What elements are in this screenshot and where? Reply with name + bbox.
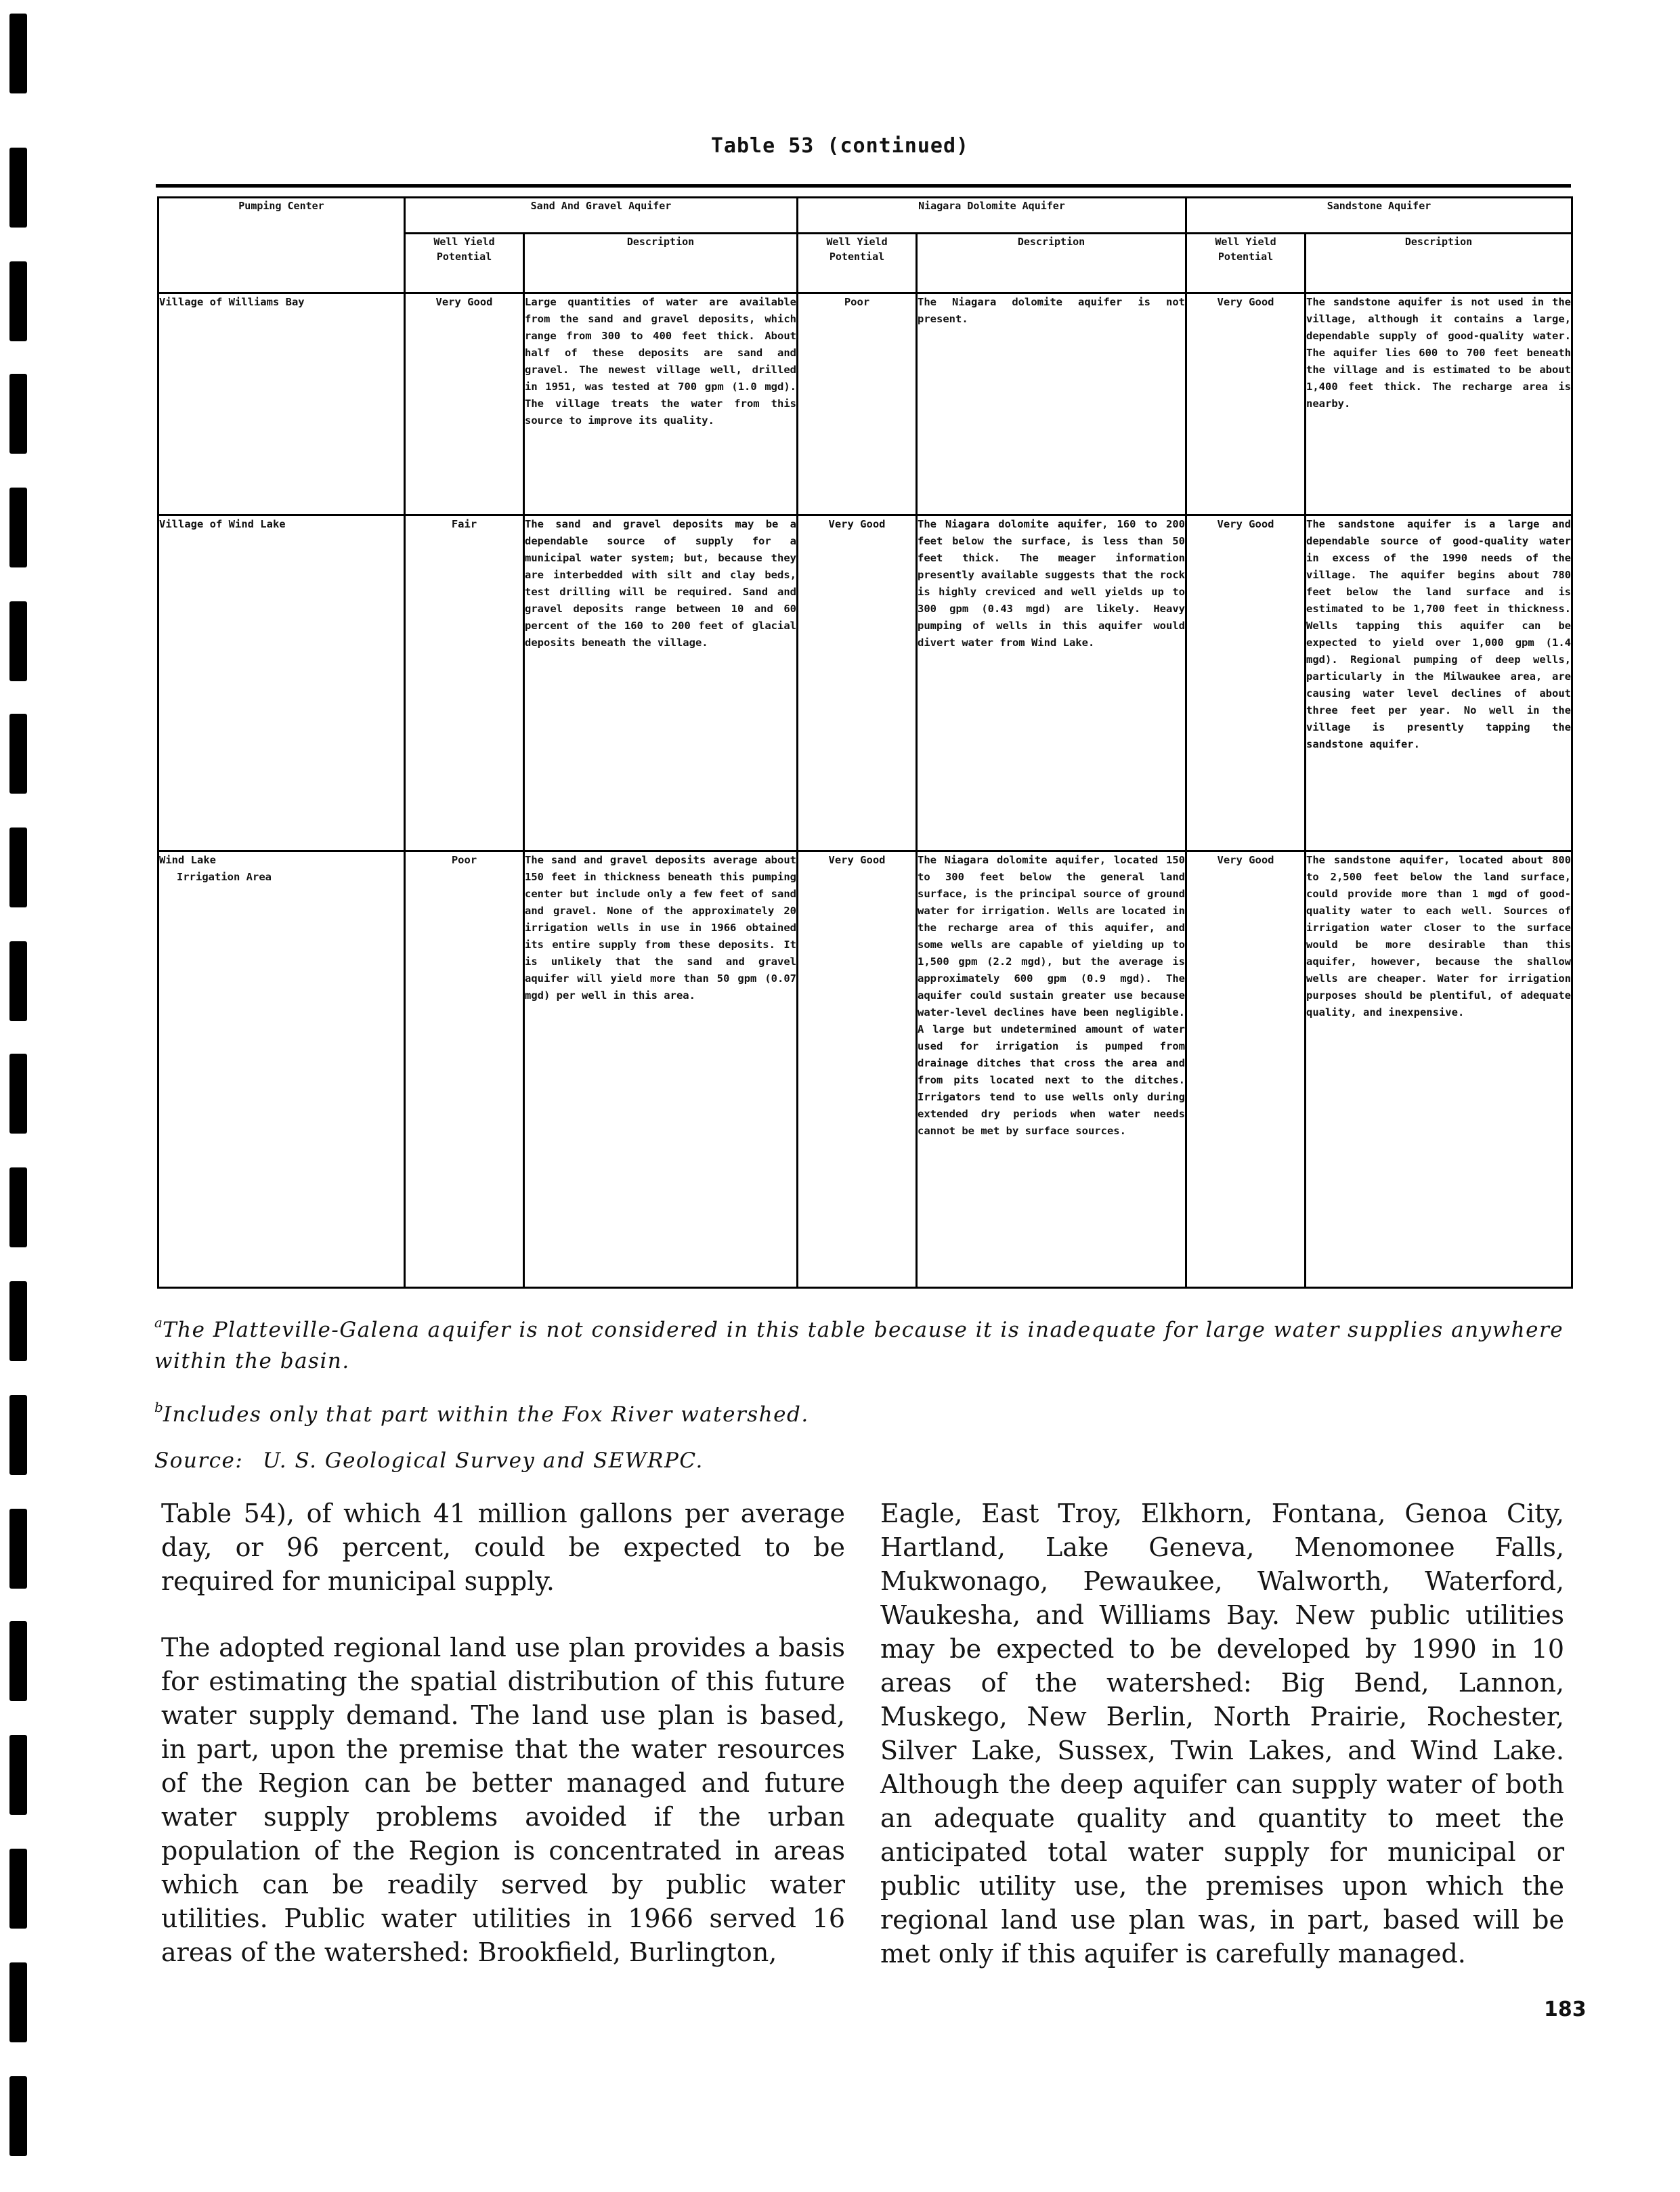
source-text: U. S. Geological Survey and SEWRPC. (263, 1448, 704, 1473)
yield-cell: Very Good (798, 515, 917, 851)
source-label: Source: (154, 1448, 244, 1473)
binder-mark (9, 1735, 27, 1815)
niagara-dolomite-aquifer-header: Niagara Dolomite Aquifer (798, 198, 1186, 234)
binder-mark (9, 601, 27, 681)
binder-mark (9, 828, 27, 907)
page-number: 183 (1544, 1998, 1587, 2021)
binder-mark (9, 488, 27, 567)
body-paragraph: The adopted regional land use plan provides a basis for estimating the spatial distribution of this future water supply demand. The land use plan is based, in part, upon the premise that the water resources of the Region can be better managed and future water supply problems avoided if the urban population of the Region is concentrated in areas which can be readily served by public water utilities. Public water utilities in 1966 served 16 areas of the watershed: Brookfield, Burlington, (161, 1633, 845, 1967)
footnote-marker: a (154, 1314, 163, 1331)
description-cell: The Niagara dolomite aquifer is not present. (917, 293, 1186, 515)
title-rule (156, 184, 1571, 188)
binder-mark (9, 261, 27, 341)
pumping-center-cell: Village of Wind Lake (158, 515, 405, 851)
binder-mark (9, 14, 27, 93)
binder-mark (9, 1167, 27, 1247)
body-column-left (161, 1497, 845, 1969)
table-title: Table 53 (continued) (710, 134, 970, 158)
description-cell: The sandstone aquifer is a large and dependable source of good-quality water in excess of the 1990 needs of the village. The aquifer begins about 780 feet below the land surface and is estimated to be 1,700 feet in thickness. Wells tapping this aquifer can be expected to yield over 1,000 gpm (1.4 mgd). Regional pumping of deep wells, particularly in the Milwaukee area, are causing water level declines of about three feet per year. No well in the village is presently tapping the sandstone aquifer. (1306, 515, 1572, 851)
description-header: Description (917, 234, 1186, 293)
pumping-center-cell: Wind Lake Irrigation Area (158, 851, 405, 1288)
yield-cell: Poor (405, 851, 524, 1288)
table-row (158, 851, 1572, 1288)
description-cell: The sand and gravel deposits may be a dependable source of supply for a municipal water system; but, because they are interbedded with silt and clay beds, test drilling will be required. Sand and gravel deposits range between 10 and 60 percent of the 160 to 200 feet of glacial deposits beneath the village. (524, 515, 798, 851)
binder-mark (9, 941, 27, 1021)
table-row (158, 515, 1572, 851)
description-cell: The sandstone aquifer is not used in the village, although it contains a large, dependable supply of good-quality water. The aquifer lies 600 to 700 feet beneath the village and is estimated to be about 1,400 feet thick. The recharge area is nearby. (1306, 293, 1572, 515)
well-yield-header: Well Yield Potential (405, 234, 524, 293)
binder-mark (9, 1054, 27, 1134)
description-cell: The sandstone aquifer, located about 800 to 2,500 feet below the land surface, could provide more than 1 mgd of good-quality water to each well. Sources of irrigation water closer to the surface would be more desirable than this aquifer, however, because the shallow wells are cheaper. Water for irrigation purposes should be plentiful, of adequate quality, and inexpensive. (1306, 851, 1572, 1288)
well-yield-header: Well Yield Potential (798, 234, 917, 293)
yield-cell: Very Good (798, 851, 917, 1288)
table-source (154, 1445, 1583, 1476)
binder-mark (9, 2076, 27, 2156)
binder-mark (9, 1962, 27, 2042)
binder-mark (9, 1621, 27, 1701)
yield-cell: Very Good (1186, 851, 1306, 1288)
yield-cell: Fair (405, 515, 524, 851)
yield-cell: Very Good (405, 293, 524, 515)
description-cell: The Niagara dolomite aquifer, 160 to 200 feet below the surface, is less than 50 feet thick. The meager information presently available suggests that the rock is highly creviced and well yields up to 300 gpm (0.43 mgd) are likely. Heavy pumping of wells in this aquifer would divert water from Wind Lake. (917, 515, 1186, 851)
binder-mark (9, 374, 27, 454)
description-cell: The Niagara dolomite aquifer, located 150 to 300 feet below the general land surface, is the principal source of ground water for irrigation. Wells are located in the recharge area of this aquifer, and some wells are capable of yielding up to 1,500 gpm (2.2 mgd), but the average is approximately 600 gpm (0.9 mgd). The aquifer could sustain greater use because water-level declines have been negligible. A large but undetermined amount of water used for irrigation is pumped from drainage ditches that cross the area and from pits located next to the ditches. Irrigators tend to use wells only during extended dry periods when water needs cannot be met by surface sources. (917, 851, 1186, 1288)
aquifer-table (157, 196, 1573, 1289)
binder-mark (9, 148, 27, 228)
footnote-b (154, 1392, 1583, 1430)
footnote-text: The Platteville-Galena aquifer is not considered in this table because it is inadequate for large water supplies anywhere within the basin. (154, 1318, 1564, 1373)
aquifer-group-header-row (158, 198, 1572, 234)
binder-mark (9, 1281, 27, 1361)
footnote-marker: b (154, 1399, 163, 1415)
description-header: Description (1306, 234, 1572, 293)
yield-cell: Very Good (1186, 293, 1306, 515)
yield-cell: Poor (798, 293, 917, 515)
sand-gravel-aquifer-header: Sand And Gravel Aquifer (405, 198, 798, 234)
description-cell: Large quantities of water are available from the sand and gravel deposits, which range from 300 to 400 feet thick. About half of these deposits are sand and gravel. The newest village well, drilled in 1951, was tested at 700 gpm (1.0 mgd). The village treats the water from this source to improve its quality. (524, 293, 798, 515)
table-notes (154, 1307, 1583, 1476)
binder-mark (9, 1849, 27, 1929)
yield-cell: Very Good (1186, 515, 1306, 851)
pumping-center-header: Pumping Center (158, 198, 405, 293)
body-paragraph: Table 54), of which 41 million gallons per average day, or 96 percent, could be expected to be required for municipal supply. (161, 1499, 845, 1596)
footnote-text: Includes only that part within the Fox River watershed. (163, 1402, 809, 1427)
table-row (158, 293, 1572, 515)
pumping-center-cell: Village of Williams Bay (158, 293, 405, 515)
body-paragraph: Eagle, East Troy, Elkhorn, Fontana, Genoa City, Hartland, Lake Geneva, Menomonee Falls, Mukwonago, Pewaukee, Walworth, Waterford, Waukesha, and Williams Bay. New public utilities may be expected to be developed by 1990 in 10 areas of the watershed: Big Bend, Lannon, Muskego, New Berlin, North Prairie, Rochester, Silver Lake, Sussex, Twin Lakes, and Wind Lake. Although the deep aquifer can supply water of both an adequate quality and quantity to meet the anticipated total water supply for municipal or public utility use, the premises upon which the regional land use plan was, in part, based will be met only if this aquifer is carefully managed. (880, 1499, 1564, 1969)
description-header: Description (524, 234, 798, 293)
footnote-a (154, 1307, 1583, 1377)
sandstone-aquifer-header: Sandstone Aquifer (1186, 198, 1572, 234)
binder-mark (9, 714, 27, 794)
binder-marks (9, 0, 30, 2192)
body-column-right (880, 1497, 1564, 1971)
binder-mark (9, 1509, 27, 1589)
description-cell: The sand and gravel deposits average about 150 feet in thickness beneath this pumping center but include only a few feet of sand and gravel. None of the approximately 20 irrigation wells in use in 1966 obtained its entire supply from these deposits. It is unlikely that the sand and gravel aquifer will yield more than 50 gpm (0.07 mgd) per well in this area. (524, 851, 798, 1288)
well-yield-header: Well Yield Potential (1186, 234, 1306, 293)
binder-mark (9, 1395, 27, 1475)
